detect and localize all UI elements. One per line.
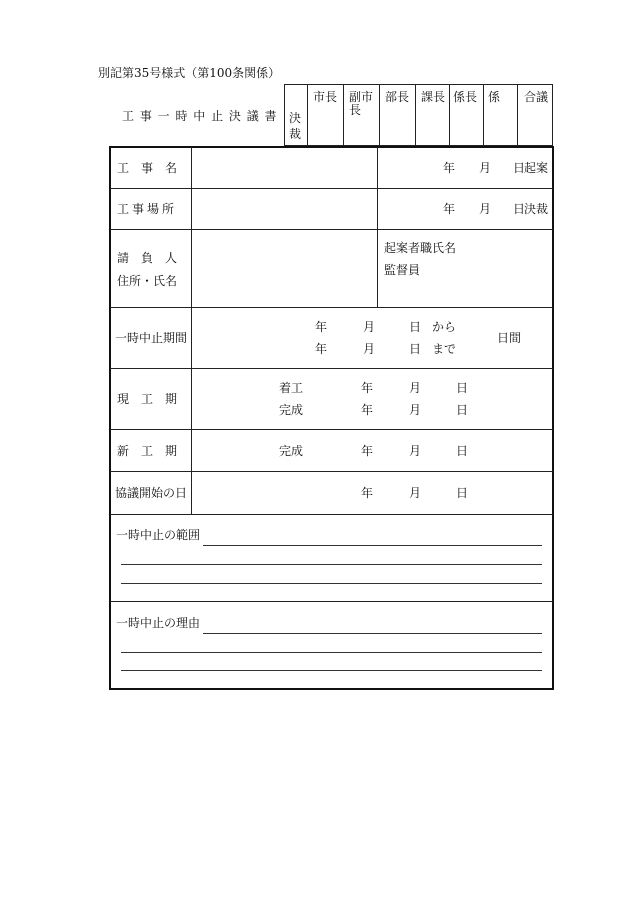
approval-role-shichou: 市長 <box>313 90 338 104</box>
row-divider <box>110 188 553 189</box>
approval-role-kakari: 係 <box>488 90 501 104</box>
row-divider <box>110 307 553 308</box>
hanni-writing-line <box>121 583 542 584</box>
kikan-from-day: 日 <box>409 320 422 334</box>
approval-divider <box>379 84 380 146</box>
row-divider <box>110 229 553 230</box>
document-title: 工 事 一 時 中 止 決 議 書 <box>122 109 278 123</box>
label-hanni: 一時中止の範囲 <box>116 528 201 542</box>
kikan-nichikan: 日間 <box>497 331 522 345</box>
label-riyuu: 一時中止の理由 <box>116 616 201 630</box>
label-gen-kouki: 現 工 期 <box>117 392 178 406</box>
kian-day-unit: 日 <box>513 161 526 175</box>
kikan-to-day: 日 <box>409 342 422 356</box>
approval-role-kakarichou: 係長 <box>453 90 478 104</box>
shin-kansei-day: 日 <box>456 444 469 458</box>
label-kouji-basho: 工事場所 <box>117 202 178 216</box>
kian-suffix: 起案 <box>524 161 549 175</box>
shin-kansei-month: 月 <box>409 444 422 458</box>
label-ukeoinin-1: 請 負 人 <box>117 251 178 265</box>
label-column-divider <box>191 147 192 514</box>
gen-chakkou-month: 月 <box>409 381 422 395</box>
riyuu-writing-line <box>203 633 542 634</box>
label-kouji-mei: 工 事 名 <box>117 161 178 175</box>
hanni-writing-line <box>203 545 542 546</box>
approval-role-buchou: 部長 <box>385 90 410 104</box>
kikan-made: まで <box>432 342 457 356</box>
date-column-divider <box>377 147 378 307</box>
approval-divider <box>307 84 308 146</box>
label-shin-kouki: 新 工 期 <box>117 444 178 458</box>
kikan-from-year: 年 <box>315 320 328 334</box>
kikan-from-month: 月 <box>363 320 376 334</box>
gen-chakkou-year: 年 <box>361 381 374 395</box>
kiansha-label: 起案者職氏名 <box>384 241 457 255</box>
kikan-kara: から <box>432 320 457 334</box>
form-reference: 別記第35号様式（第100条関係） <box>98 66 281 80</box>
approval-role-kachou: 課長 <box>421 90 446 104</box>
row-divider <box>110 368 553 369</box>
kessai-suffix: 決裁 <box>524 202 549 216</box>
main-form-table <box>109 146 554 690</box>
approval-divider <box>415 84 416 146</box>
kessai-day-unit: 日 <box>513 202 526 216</box>
approval-role-gougi: 合議 <box>524 90 549 104</box>
row-divider <box>110 471 553 472</box>
gen-kansei-year: 年 <box>361 403 374 417</box>
label-ukeoinin-2: 住所・氏名 <box>117 274 178 288</box>
gen-kansei-day: 日 <box>456 403 469 417</box>
shin-kansei-year: 年 <box>361 444 374 458</box>
label-ichiji-kikan: 一時中止期間 <box>115 331 188 345</box>
row-divider <box>110 601 553 602</box>
kikan-to-month: 月 <box>363 342 376 356</box>
approval-divider <box>517 84 518 146</box>
kessai-year-unit: 年 <box>443 202 456 216</box>
kantokuin-label: 監督員 <box>384 263 421 277</box>
shin-kansei-label: 完成 <box>279 444 304 458</box>
kikan-to-year: 年 <box>315 342 328 356</box>
gen-chakkou-label: 着工 <box>279 381 304 395</box>
gen-kansei-label: 完成 <box>279 403 304 417</box>
approval-divider <box>449 84 450 146</box>
kian-year-unit: 年 <box>443 161 456 175</box>
kian-month-unit: 月 <box>479 161 492 175</box>
kyougi-day: 日 <box>456 486 469 500</box>
kessai-month-unit: 月 <box>479 202 492 216</box>
gen-kansei-month: 月 <box>409 403 422 417</box>
kessai-char-2: 裁 <box>289 127 302 141</box>
label-kyougi-kaishi: 協議開始の日 <box>115 486 188 500</box>
row-divider <box>110 429 553 430</box>
riyuu-writing-line <box>121 652 542 653</box>
row-divider <box>110 514 553 515</box>
riyuu-writing-line <box>121 670 542 671</box>
approval-divider <box>483 84 484 146</box>
kyougi-year: 年 <box>361 486 374 500</box>
kyougi-month: 月 <box>409 486 422 500</box>
approval-divider <box>343 84 344 146</box>
approval-role-fukushichou: 副市長 <box>349 90 374 117</box>
gen-chakkou-day: 日 <box>456 381 469 395</box>
hanni-writing-line <box>121 564 542 565</box>
kessai-char-1: 決 <box>289 111 302 125</box>
